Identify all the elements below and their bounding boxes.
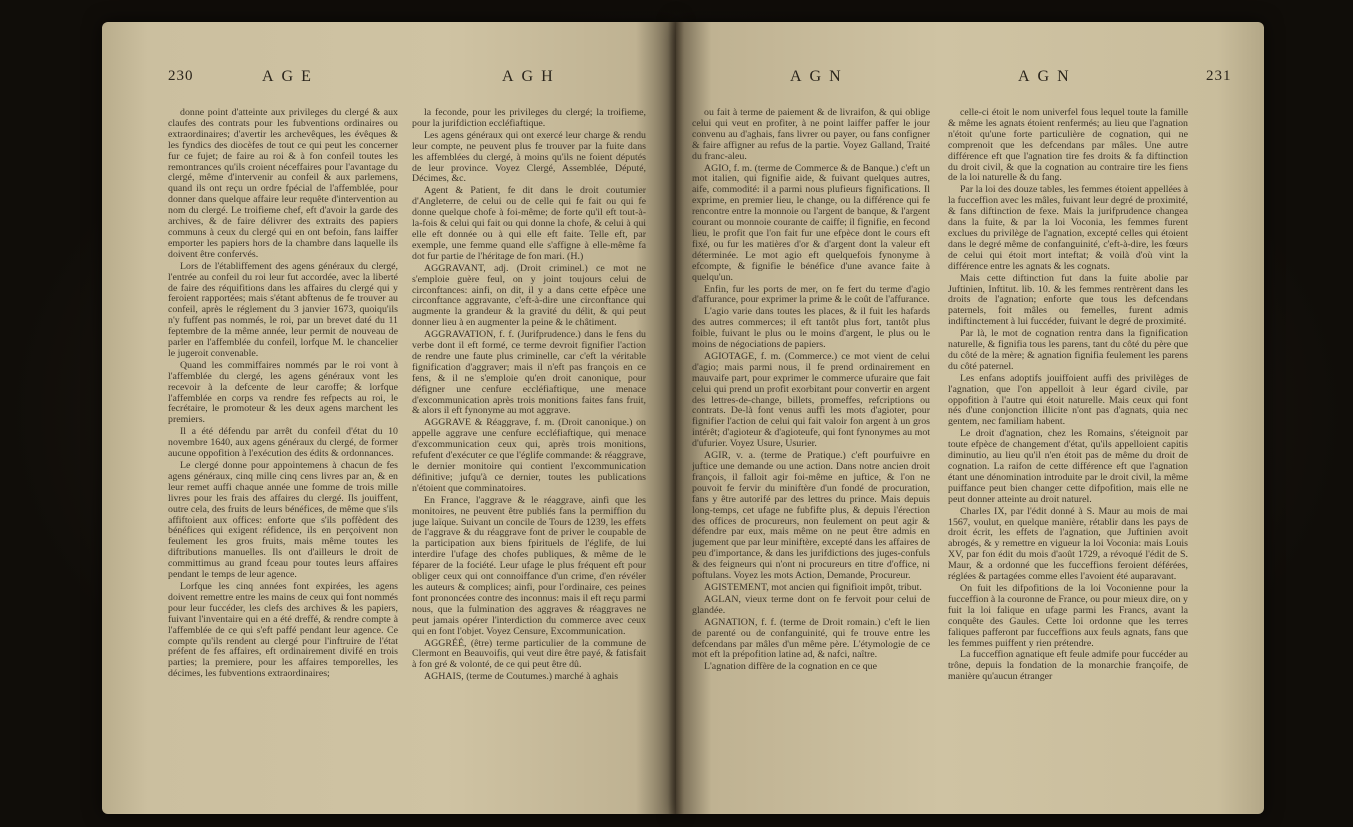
left-page-number: 230: [168, 68, 194, 84]
right-column-2: [948, 108, 1188, 808]
paragraph: Le droit d'agnation, chez les Romains, s'éteignoit par toute efpèce de changement d'état, qu'ils appelloient capitis diminutio, au lieu qu'il n'en étoit pas de même du droit de cognation. La raifon de cette différence eft que l'agnation étant une dénomination introduite par le droit civil, la même puiffance peut bien changer cette difpofition, mais elle ne peut donner atteinte au droit naturel.: [948, 428, 1188, 505]
paragraph: AGIOTAGE, f. m. (Commerce.) ce mot vient de celui d'agio; mais parmi nous, il fe prend ordinairement en mauvaife part, pour exprimer le commerce ufuraire que fait celui qui prend un profit exorbitant pour convertir en argent des lettres-de-change, billets, promeffes, refcriptions ou contrats. De-là font venus auffi les mots d'agioter, pour fignifier l'action de celui qui fait valoir fon argent à un gros intérêt; d'agioteur & d'agioteufe, qui font fynonymes au mot d'ufurier. Voyez Usure, Usurier.: [692, 350, 930, 450]
paragraph: Mais cette diftinction fut dans la fuite abolie par Juftinien, Inftitut. lib. 10. & les femmes rentrèrent dans les droits de l'agnation; enforte que tous les defcendans paternels, foit mâles ou femelles, furent admis indiftinctement à lui fuccéder, fuivant le degré de proximité.: [948, 272, 1188, 328]
paragraph: L'agnation diffère de la cognation en ce que: [704, 661, 877, 673]
paragraph: Par la loi des douze tables, les femmes étoient appellées à la fucceffion avec les mâles, fuivant leur degré de proximité, & fans diftinction de fexe. Mais la jurifprudence changea dans la fuite, & par la loi Voconia, les femmes furent exclues du privilège de l'agnation, excepté celles qui étoient dans le degré même de confanguinité, c'eft-à-dire, les fœurs de celui qui étoit mort inteftat; & voilà d'où vint la différence entre les agnats & les cognats.: [948, 184, 1188, 272]
paragraph: En France, l'aggrave & le réaggrave, ainfi que les monitoires, ne peuvent être publiés fans la permiffion du juge laïque. Suivant un concile de Tours de 1239, les effets de l'aggrave & du réaggrave font de priver le coupable de la participation aux biens fpirituels de l'églife, de lui interdire l'ufage des chofes publiques, & même de le féparer de la fociété. Leur ufage le plus fréquent eft pour obliger ceux qui ont connoiffance d'un crime, d'en révéler les auteurs & complices; ainfi, pour l'ordinaire, ces peines font prononcées contre des inconnus: mais il eft reçu parmi nous, que la fulmination des aggraves & réaggraves ne peut jamais opérer l'interdiction du commerce avec ceux qui en font l'objet. Voyez Censure, Excommunication.: [412, 494, 646, 637]
paragraph: La fucceffion agnatique eft feule admife pour fuccéder au trône, depuis la fondation de la monarchie françoife, de manière qu'aucun étranger: [948, 649, 1188, 683]
right-running-head-2: AGN: [1018, 68, 1077, 85]
paragraph: AGISTEMENT, mot ancien qui fignifioit impôt, tribut.: [704, 581, 922, 593]
left-running-head-2: AGH: [502, 68, 561, 85]
paragraph: Lors de l'établiffement des agens généraux du clergé, l'entrée au confeil du roi leur fut accordée, avec la liberté de faire des réquifitions dans les affaires du clergé qui y feroient rapportées; mais s'étant abftenus de fe trouver au confeil, après le réglement du 3 janvier 1673, quoiqu'ils n'y fuffent pas nommés, le roi, par un brevet daté du 11 feptembre de la même année, leur permit de nouveau de parler en l'affemblée du confeil, lorfque M. le chancelier le jugeroit convenable.: [168, 260, 398, 359]
paragraph: AGGRAVE & Réaggrave, f. m. (Droit canonique.) on appelle aggrave une cenfure eccléfiaftique, qui menace d'excommunication ceux qui, après trois monitions, refufent d'exécuter ce que l'églife commande: & réaggrave, le dernier monitoire qui contient l'excommunication définitive; jufqu'à ce dernier, toutes les publications n'étoient que comminatoires.: [412, 417, 646, 494]
paragraph: Par là, le mot de cognation rentra dans la fignification naturelle, & fignifia tous les parens, tant du côté du père que du côté de la mère; & agnation fignifia feulement les parens du côté paternel.: [948, 328, 1188, 372]
paragraph: On fuit les difpofitions de la loi Voconienne pour la fucceffion à la couronne de France, ou pour mieux dire, on y fuit la loi falique en ufage parmi les Francs, avant la conquête des Gaules. Cette loi ordonne que les terres faliques pafferont par fucceffions aux feuls agnats, fans que les femmes puiffent y rien prétendre.: [948, 582, 1188, 649]
paragraph: AGHAIS, (terme de Coutumes.) marché à aghais: [424, 671, 619, 683]
paragraph: AGGRÉÉ, (être) terme particulier de la commune de Clermont en Beauvoifis, qui veut dire être payé, & fatisfait à fon gré & volonté, de ce qui peut être dû.: [412, 637, 646, 671]
paragraph: AGGRAVATION, f. f. (Jurifprudence.) dans le fens du verbe dont il eft formé, ce terme devroit fignifier l'action de rendre une faute plus criminelle, car c'eft la véritable fignification d'aggraver; mais il n'eft pas françois en ce fens, & il ne s'emploie qu'en droit canonique, pour défigner une cenfure eccléfiaftique, une menace d'excommunication après trois monitions faites fans fruit, & alors il eft fynonyme au mot aggrave.: [412, 329, 646, 417]
book-gutter: [668, 22, 684, 814]
paragraph: celle-ci étoit le nom univerfel fous lequel toute la famille & même les agnats étoient renfermés; au lieu que l'agnation n'étoit qu'une forte particulière de cognation, qui ne comprenoit que les defcendans par mâles. Une autre différence eft que l'agnation tire fes droits & fa diftinction du droit civil, & que la cognation au contraire tire les fiens de la loi naturelle & du fang.: [948, 108, 1188, 184]
paragraph: Les enfans adoptifs jouiffoient auffi des privilèges de l'agnation, que l'on appelloit à leur égard civile, par oppofition à l'autre qui étoit naturelle. Mais ceux qui font nés d'une conjonction illicite n'ont pas d'agnats, quia nec gentem, nec familiam habent.: [948, 372, 1188, 428]
paragraph: L'agio varie dans toutes les places, & il fuit les hafards des autres commerces; il eft tantôt plus fort, tantôt plus foible, fuivant le plus ou le moins d'argent, le plus ou le moins de négociations de papiers.: [692, 306, 930, 351]
paragraph: Il a été défendu par arrêt du confeil d'état du 10 novembre 1640, aux agens généraux du clergé, de former aucune oppofition à l'exécution des édits & ordonnances.: [168, 426, 398, 460]
right-running-head-1: AGN: [790, 68, 849, 85]
paragraph: AGIR, v. a. (terme de Pratique.) c'eft pourfuivre en juftice une demande ou une action. Dans notre ancien droit françois, il falloit agir foi-même en juftice, & l'on ne pouvoit fe fervir du miniftère d'un fondé de procuration, fans y être autorifé par des lettres du prince. Mais depuis long-temps, cet ufage ne fubfifte plus, & depuis l'érection des offices de procureurs, non feulement on peut agir & défendre par eux, mais même on ne peut être admis en jugement que par leur miniftère, excepté dans les affaires de peu d'importance, & dans les jurifdictions des juges-confuls & des feigneurs qui n'ont ni procureurs en titre d'office, ni poftulans. Voyez les mots Action, Demande, Procureur.: [692, 450, 930, 582]
paragraph: Lorfque les cinq années font expirées, les agens doivent remettre entre les mains de ceux qui font nommés pour leur fuccéder, les clefs des archives & les papiers, fuivant l'inventaire qui en a été dreffé, & rendre compte à l'affemblée de ce qui s'eft paffé pendant leur agence. Ce compte qu'ils rendent au clergé pour l'inftruire de l'état préfent de fes affaires, eft ordinairement divifé en trois parties; la premiere, pour les affaires temporelles, les décimes, les fubventions extraordinaires;: [168, 580, 398, 680]
paragraph: AGIO, f. m. (terme de Commerce & de Banque.) c'eft un mot italien, qui fignifie aide, & fuivant quelques autres, aife, commodité: il a parmi nous plufieurs fignifications. Il exprime, en premier lieu, le change, ou la différence qui fe rencontre entre la monnoie ou l'argent de banque, & l'argent courant ou monnoie courante de caiffe; il fignifie, en fecond lieu, le profit que l'on fait fur une efpèce dont le cours eft fixé, ou fur les matières d'or & d'argent dont la valeur eft déterminée. Le mot agio eft quelquefois fynonyme à efcompte, & fignifie le bénéfice d'une avance faite à quelqu'un.: [692, 162, 930, 283]
left-column-1: [168, 108, 398, 808]
left-running-head-1: AGE: [262, 68, 319, 85]
left-page-header: [102, 68, 676, 92]
right-page: [676, 22, 1264, 814]
left-column-2: [412, 108, 646, 808]
paragraph: ou fait à terme de paiement & de livraifon, & qui oblige celui qui veut en profiter, à ne point laiffer paffer le jour convenu au d'aghais, fans livrer ou payer, ou fans configner & faire affigner au refus de la partie. Voyez Galland, Traité du franc-aleu.: [692, 108, 930, 162]
paragraph: Quand les commiffaires nommés par le roi vont à l'affemblée du clergé, les agens généraux vont les recevoir à la defcente de leur caroffe; & lorfque l'affemblée en corps va rendre fes refpects au roi, le fecrétaire, le promoteur & les deux agens marchent les premiers.: [168, 359, 398, 426]
right-column-1: [692, 108, 930, 808]
paragraph: Enfin, fur les ports de mer, on fe fert du terme d'agio d'affurance, pour exprimer la prime & le coût de l'affurance.: [692, 283, 930, 306]
paragraph: Le clergé donne pour appointemens à chacun de fes agens généraux, cinq mille cinq cens livres par an, & en leur remet auffi chaque année une fomme de trois mille livres pour les frais des affaires du clergé. Ils jouiffent, outre cela, des fruits de leurs bénéfices, de même que s'ils affiftoient aux offices: enforte que s'ils poffèdent des bénéfices qui exigent réfidence, ils en perçoivent non feulement les gros fruits, mais même toutes les diftributions manuelles. Ils ont d'ailleurs le droit de committimus au grand fceau pour toutes leurs affaires pendant le temps de leur agence.: [168, 460, 398, 581]
paragraph: AGLAN, vieux terme dont on fe fervoit pour celui de glandée.: [692, 593, 930, 616]
right-page-number: 231: [1206, 68, 1232, 84]
left-page: [102, 22, 676, 814]
paragraph: Agent & Patient, fe dit dans le droit coutumier d'Angleterre, de celui ou de celle qui fe fait ou qui fe donne quelque chofe à foi-même; de forte qu'il eft tout-à-la-fois & celui qui fait ou qui donne la chofe, & celui à qui elle eft donnée ou à qui elle eft faite. Telle eft, par exemple, une femme quand elle s'affigne à elle-même fa dot fur partie de l'héritage de fon mari. (H.): [412, 185, 646, 262]
paragraph: AGNATION, f. f. (terme de Droit romain.) c'eft le lien de parenté ou de confanguinité, qui fe trouve entre les defcendans par mâles d'un même père. L'étymologie de ce mot eft la prépofition latine ad, & nafci, naître.: [692, 616, 930, 661]
paragraph: Les agens généraux qui ont exercé leur charge & rendu leur compte, ne peuvent plus fe trouver par la fuite dans les affemblées du clergé, à moins qu'ils ne foient députés de leur province. Voyez Clergé, Assemblée, Député, Décimes, &c.: [412, 129, 646, 185]
right-page-header: [676, 68, 1264, 92]
paragraph: la feconde, pour les privileges du clergé; la troifieme, pour la jurifdiction eccléfiaftique.: [412, 108, 646, 129]
paragraph: donne point d'atteinte aux privileges du clergé & aux claufes des contrats pour les fubventions ordinaires ou extraordinaires; d'avertir les archevêques, les évêques & les fyndics des diocèfes de tout ce qui peut les concerner fur ce fujet; de faire au roi & à fon confeil toutes les remontrances qu'ils croient néceffaires pour l'avantage du clergé, même d'intervenir au confeil & aux parlemens, quand ils ont reçu un ordre fpécial de l'affemblée, pour donner dans quelque affaire leur requête d'intervention au nom du clergé. Le troifieme chef, eft d'avoir la garde des archives, & de faire délivrer des extraits des papiers communs à ceux du clergé qui en ont befoin, fans laiffer emporter les papiers hors de la chambre dans laquelle ils doivent être confervés.: [168, 108, 398, 260]
paragraph: Charles IX, par l'édit donné à S. Maur au mois de mai 1567, voulut, en quelque manière, rétablir dans les pays de droit écrit, les effets de l'agnation, que Juftinien avoit abrogés, & y remettre en vigueur la loi Voconia: mais Louis XV, par fon édit du mois d'août 1729, a révoqué l'édit de S. Maur, & a ordonné que les fucceffions feroient déférées, réglées & partagées comme elles l'avoient été auparavant.: [948, 505, 1188, 583]
paragraph: AGGRAVANT, adj. (Droit criminel.) ce mot ne s'emploie guère feul, on y joint toujours celui de circonftances: ainfi, on dit, il y a dans cette efpèce une circonftance aggravante, c'eft-à-dire une circonftance qui augmente la grandeur & la gravité du délit, & qui peut donner lieu à en augmenter la peine & le châtiment.: [412, 262, 646, 329]
